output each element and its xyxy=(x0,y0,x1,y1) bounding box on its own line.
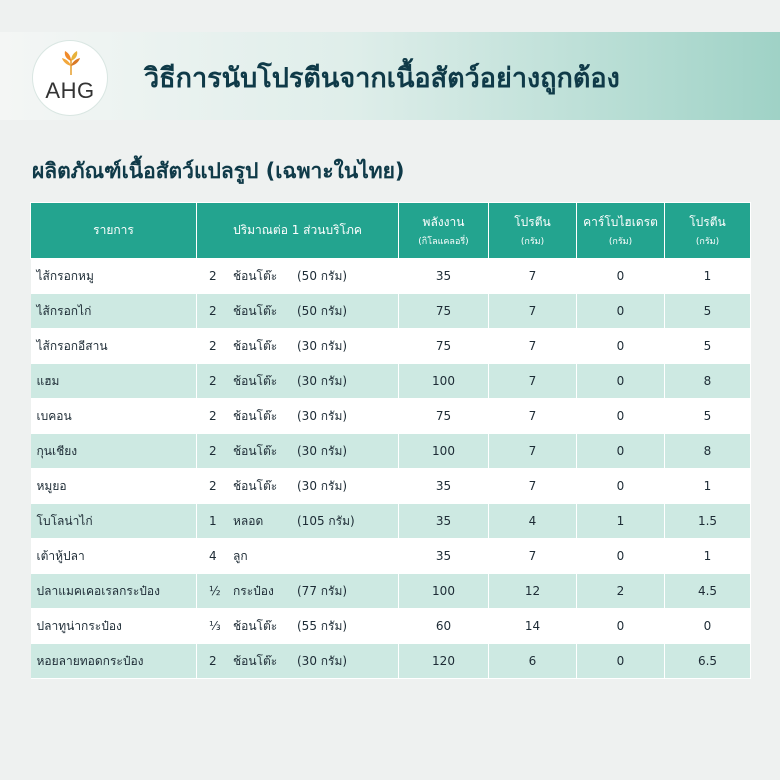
table-row xyxy=(31,644,751,679)
cell-protein-2: 6.5 xyxy=(665,644,751,679)
cell-item: แฮม xyxy=(31,364,197,399)
portion-qty: 1 xyxy=(209,513,217,528)
table-row xyxy=(31,259,751,294)
cell-portion xyxy=(197,539,399,574)
portion-weight: (30 กรัม) xyxy=(297,478,348,493)
cell-energy: 100 xyxy=(399,574,489,609)
cell-protein: 7 xyxy=(489,539,577,574)
cell-item: ปลาทูน่ากระป๋อง xyxy=(31,609,197,644)
cell-portion xyxy=(197,469,399,504)
cell-energy: 35 xyxy=(399,259,489,294)
cell-protein-2: 1 xyxy=(665,539,751,574)
cell-portion xyxy=(197,399,399,434)
cell-protein: 12 xyxy=(489,574,577,609)
cell-protein-2: 1 xyxy=(665,259,751,294)
nutrition-table xyxy=(30,202,751,679)
portion-qty: 2 xyxy=(209,443,217,458)
portion-unit: หลอด xyxy=(233,513,264,528)
cell-protein: 7 xyxy=(489,259,577,294)
cell-energy: 60 xyxy=(399,609,489,644)
cell-protein: 7 xyxy=(489,469,577,504)
cell-item: เต้าหู้ปลา xyxy=(31,539,197,574)
table-row xyxy=(31,504,751,539)
cell-energy: 100 xyxy=(399,364,489,399)
cell-carb: 0 xyxy=(577,259,665,294)
cell-energy: 35 xyxy=(399,539,489,574)
cell-protein: 7 xyxy=(489,294,577,329)
cell-protein: 7 xyxy=(489,329,577,364)
portion-weight: (30 กรัม) xyxy=(297,443,348,458)
cell-carb: 0 xyxy=(577,609,665,644)
cell-item: หมูยอ xyxy=(31,469,197,504)
cell-item: กุนเชียง xyxy=(31,434,197,469)
table-row xyxy=(31,574,751,609)
cell-item: ไส้กรอกหมู xyxy=(31,259,197,294)
cell-protein-2: 1 xyxy=(665,469,751,504)
portion-weight: (30 กรัม) xyxy=(297,408,348,423)
cell-protein-2: 1.5 xyxy=(665,504,751,539)
cell-protein: 14 xyxy=(489,609,577,644)
portion-weight: (77 กรัม) xyxy=(297,583,348,598)
cell-item: ไส้กรอกอีสาน xyxy=(31,329,197,364)
cell-protein-2: 5 xyxy=(665,399,751,434)
cell-energy: 75 xyxy=(399,399,489,434)
portion-weight: (50 กรัม) xyxy=(297,268,348,283)
portion-qty: 2 xyxy=(209,303,217,318)
table-row xyxy=(31,469,751,504)
portion-unit: ช้อนโต๊ะ xyxy=(233,443,278,458)
header-protein: โปรตีน (กรัม) xyxy=(489,203,577,259)
header-item: รายการ xyxy=(31,203,197,259)
section-subtitle: ผลิตภัณฑ์เนื้อสัตว์แปลรูป (เฉพาะในไทย) xyxy=(32,159,405,183)
cell-item: ไส้กรอกไก่ xyxy=(31,294,197,329)
header-energy: พลังงาน (กิโลแคลอรี่) xyxy=(399,203,489,259)
header-protein-2: โปรตีน (กรัม) xyxy=(665,203,751,259)
cell-carb: 0 xyxy=(577,539,665,574)
cell-carb: 0 xyxy=(577,329,665,364)
cell-protein-2: 0 xyxy=(665,609,751,644)
cell-protein: 7 xyxy=(489,399,577,434)
cell-protein-2: 5 xyxy=(665,294,751,329)
cell-carb: 0 xyxy=(577,364,665,399)
cell-item: ปลาแมคเคอเรลกระป๋อง xyxy=(31,574,197,609)
cell-protein-2: 8 xyxy=(665,364,751,399)
table-row xyxy=(31,399,751,434)
cell-energy: 75 xyxy=(399,329,489,364)
cell-portion xyxy=(197,294,399,329)
cell-protein-2: 5 xyxy=(665,329,751,364)
cell-protein: 6 xyxy=(489,644,577,679)
cell-carb: 0 xyxy=(577,469,665,504)
brand-logo xyxy=(33,41,107,115)
portion-unit: ลูก xyxy=(233,548,248,563)
cell-energy: 35 xyxy=(399,504,489,539)
table-row xyxy=(31,294,751,329)
cell-portion xyxy=(197,364,399,399)
cell-protein: 4 xyxy=(489,504,577,539)
cell-item: โบโลน่าไก่ xyxy=(31,504,197,539)
table-row xyxy=(31,609,751,644)
cell-item: เบคอน xyxy=(31,399,197,434)
cell-portion xyxy=(197,574,399,609)
portion-unit: ช้อนโต๊ะ xyxy=(233,478,278,493)
portion-weight: (30 กรัม) xyxy=(297,338,348,353)
logo-text: AHG xyxy=(45,78,95,103)
portion-qty: 2 xyxy=(209,653,217,668)
table-row xyxy=(31,364,751,399)
portion-qty: ½ xyxy=(209,583,221,598)
portion-qty: 4 xyxy=(209,548,217,563)
portion-weight: (50 กรัม) xyxy=(297,303,348,318)
cell-carb: 0 xyxy=(577,294,665,329)
cell-protein: 7 xyxy=(489,364,577,399)
cell-carb: 0 xyxy=(577,399,665,434)
cell-portion xyxy=(197,609,399,644)
cell-protein: 7 xyxy=(489,434,577,469)
cell-portion xyxy=(197,259,399,294)
portion-qty: 2 xyxy=(209,478,217,493)
portion-unit: กระป๋อง xyxy=(233,583,274,598)
page-title: วิธีการนับโปรตีนจากเนื้อสัตว์อย่างถูกต้อง xyxy=(144,63,620,94)
cell-protein-2: 4.5 xyxy=(665,574,751,609)
portion-unit: ช้อนโต๊ะ xyxy=(233,303,278,318)
portion-unit: ช้อนโต๊ะ xyxy=(233,268,278,283)
cell-carb: 2 xyxy=(577,574,665,609)
cell-portion xyxy=(197,434,399,469)
cell-protein-2: 8 xyxy=(665,434,751,469)
portion-qty: 2 xyxy=(209,268,217,283)
portion-unit: ช้อนโต๊ะ xyxy=(233,338,278,353)
cell-energy: 75 xyxy=(399,294,489,329)
cell-energy: 35 xyxy=(399,469,489,504)
portion-qty: 2 xyxy=(209,373,217,388)
portion-qty: ⅓ xyxy=(209,618,221,633)
table-row xyxy=(31,329,751,364)
table-row xyxy=(31,434,751,469)
header-portion: ปริมาณต่อ 1 ส่วนบริโภค xyxy=(197,203,399,259)
table-row xyxy=(31,539,751,574)
cell-energy: 120 xyxy=(399,644,489,679)
cell-carb: 0 xyxy=(577,644,665,679)
cell-carb: 0 xyxy=(577,434,665,469)
portion-unit: ช้อนโต๊ะ xyxy=(233,373,278,388)
portion-unit: ช้อนโต๊ะ xyxy=(233,653,278,668)
cell-energy: 100 xyxy=(399,434,489,469)
table-header-row xyxy=(31,203,751,259)
wheat-leaf-icon xyxy=(60,49,82,75)
portion-qty: 2 xyxy=(209,408,217,423)
cell-portion xyxy=(197,329,399,364)
portion-weight: (30 กรัม) xyxy=(297,373,348,388)
cell-portion xyxy=(197,504,399,539)
header-carb: คาร์โบไฮเดรต (กรัม) xyxy=(577,203,665,259)
portion-unit: ช้อนโต๊ะ xyxy=(233,618,278,633)
cell-portion xyxy=(197,644,399,679)
cell-item: หอยลายทอดกระป๋อง xyxy=(31,644,197,679)
portion-weight: (30 กรัม) xyxy=(297,653,348,668)
cell-carb: 1 xyxy=(577,504,665,539)
portion-qty: 2 xyxy=(209,338,217,353)
portion-weight: (55 กรัม) xyxy=(297,618,348,633)
portion-weight: (105 กรัม) xyxy=(297,513,355,528)
portion-unit: ช้อนโต๊ะ xyxy=(233,408,278,423)
